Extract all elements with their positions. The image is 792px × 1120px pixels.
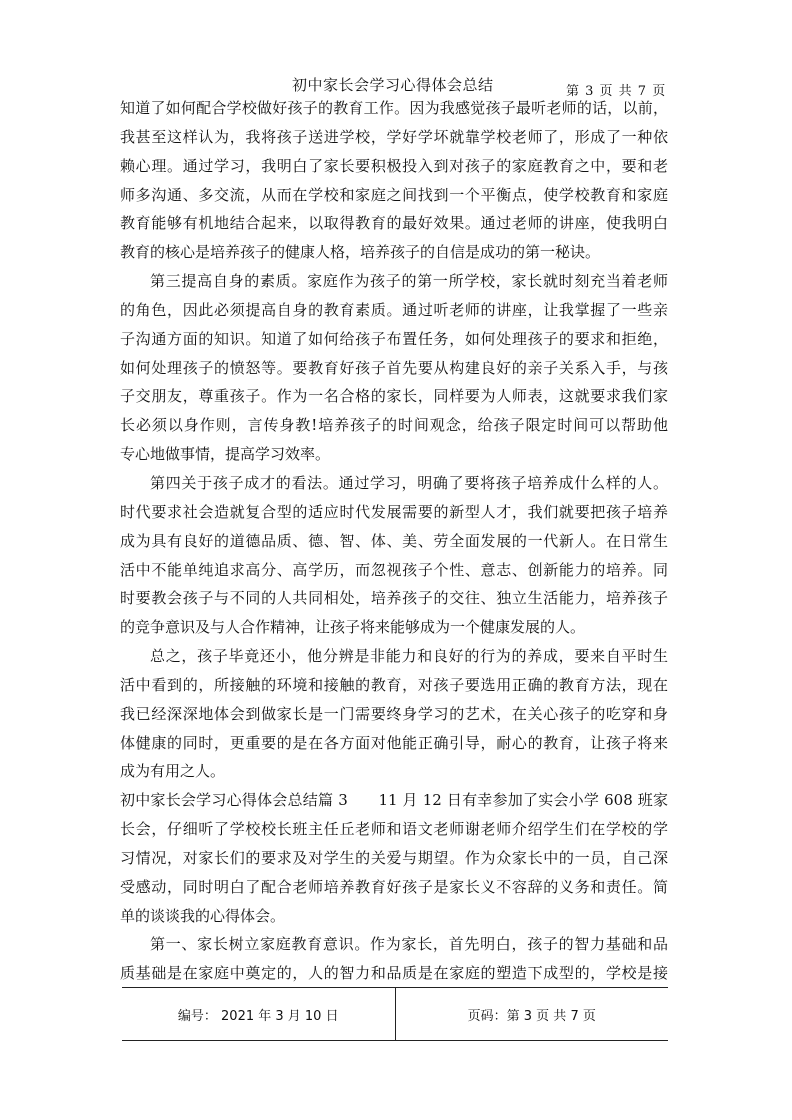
text-line: 活中不能单纯追求高分、高学历，而忽视孩子个性、意志、创新能力的培养。同	[120, 560, 668, 579]
header-title: 初中家长会学习心得体会总结	[292, 76, 494, 94]
text-line: 受感动，同时明白了配合老师培养教育好孩子是家长义不容辞的义务和责任。简	[120, 877, 668, 896]
footer-table	[122, 987, 668, 1041]
text-line: 习情况，对家长们的要求及对学生的关爱与期望。作为众家长中的一员，自己深	[120, 848, 668, 867]
text-line: 时代要求社会造就复合型的适应时代发展需要的新型人才，我们就要把孩子培养	[120, 502, 668, 521]
text-line: 专心地做事情，提高学习效率。	[120, 445, 331, 464]
text-line: 子沟通方面的知识。知道了如何给孩子布置任务，如何处理孩子的要求和拒绝，	[120, 329, 668, 348]
text-line: 赖心理。通过学习，我明白了家长要积极投入到对孩子的家庭教育之中，要和老	[120, 156, 668, 175]
footer-page: 页码：第 3 页 共 7 页	[467, 1008, 596, 1024]
text-line: 成为有用之人。	[120, 762, 226, 781]
text-line: 我甚至这样认为，我将孩子送进学校，学好学坏就靠学校老师了，形成了一种依	[120, 127, 668, 146]
text-line: 我已经深深地体会到做家长是一门需要终身学习的艺术，在关心孩子的吃穿和身	[120, 704, 668, 723]
text-line: 时要教会孩子与不同的人共同相处，培养孩子的交往、独立生活能力，培养孩子	[120, 589, 668, 608]
page-indicator: 第 3 页 共 7 页	[566, 84, 667, 99]
document-body	[120, 94, 668, 988]
text-line: 教育能够有机地结合起来，以取得教育的最好效果。通过老师的讲座，使我明白	[120, 214, 668, 233]
text-line: 成为具有良好的道德品质、德、智、体、美、劳全面发展的一代新人。在日常生	[120, 531, 668, 550]
text-line: 如何处理孩子的愤怒等。要教育好孩子首先要从构建良好的亲子关系入手，与孩	[120, 358, 668, 377]
text-line: 总之，孩子毕竟还小，他分辨是非能力和良好的行为的养成，要来自平时生	[150, 647, 668, 666]
footer-number: 编号： 2021 年 3 月 10 日	[122, 988, 396, 1040]
text-line: 单的谈谈我的心得体会。	[120, 906, 286, 925]
text-line: 长必须以身作则，言传身教!培养孩子的时间观念，给孩子限定时间可以帮助他	[120, 416, 668, 435]
text-line: 体健康的同时，更重要的是在各方面对他能正确引导，耐心的教育，让孩子将来	[120, 733, 668, 752]
text-line: 知道了如何配合学校做好孩子的教育工作。因为我感觉孩子最听老师的话，以前，	[120, 99, 668, 117]
text-line: 第一、家长树立家庭教育意识。作为家长，首先明白，孩子的智力基础和品	[150, 935, 668, 954]
text-line: 质基础是在家庭中奠定的，人的智力和品质是在家庭的塑造下成型的，学校是接	[120, 964, 668, 983]
text-line: 初中家长会学习心得体会总结篇 3 11 月 12 日有幸参加了实会小学 608 班家	[120, 791, 668, 810]
text-line: 教育的核心是培养孩子的健康人格，培养孩子的自信是成功的第一秘诀。	[120, 243, 601, 262]
text-line: 师多沟通、多交流，从而在学校和家庭之间找到一个平衡点，使学校教育和家庭	[120, 185, 668, 204]
text-line: 子交朋友，尊重孩子。作为一名合格的家长，同样要为人师表，这就要求我们家	[120, 387, 668, 406]
text-line: 的角色，因此必须提高自身的教育素质。通过听老师的讲座，让我掌握了一些亲	[120, 300, 668, 319]
text-line: 活中看到的，所接触的环境和接触的教育，对孩子要选用正确的教育方法，现在	[120, 675, 668, 694]
text-line: 第三提高自身的素质。家庭作为孩子的第一所学校，家长就时刻充当着老师	[150, 272, 668, 291]
text-line: 长会，仔细听了学校校长班主任丘老师和语文老师谢老师介绍学生们在学校的学	[120, 820, 668, 839]
text-line: 的竞争意识及与人合作精神，让孩子将来能够成为一个健康发展的人。	[120, 618, 586, 637]
text-line: 第四关于孩子成才的看法。通过学习，明确了要将孩子培养成什么样的人。	[150, 473, 668, 492]
